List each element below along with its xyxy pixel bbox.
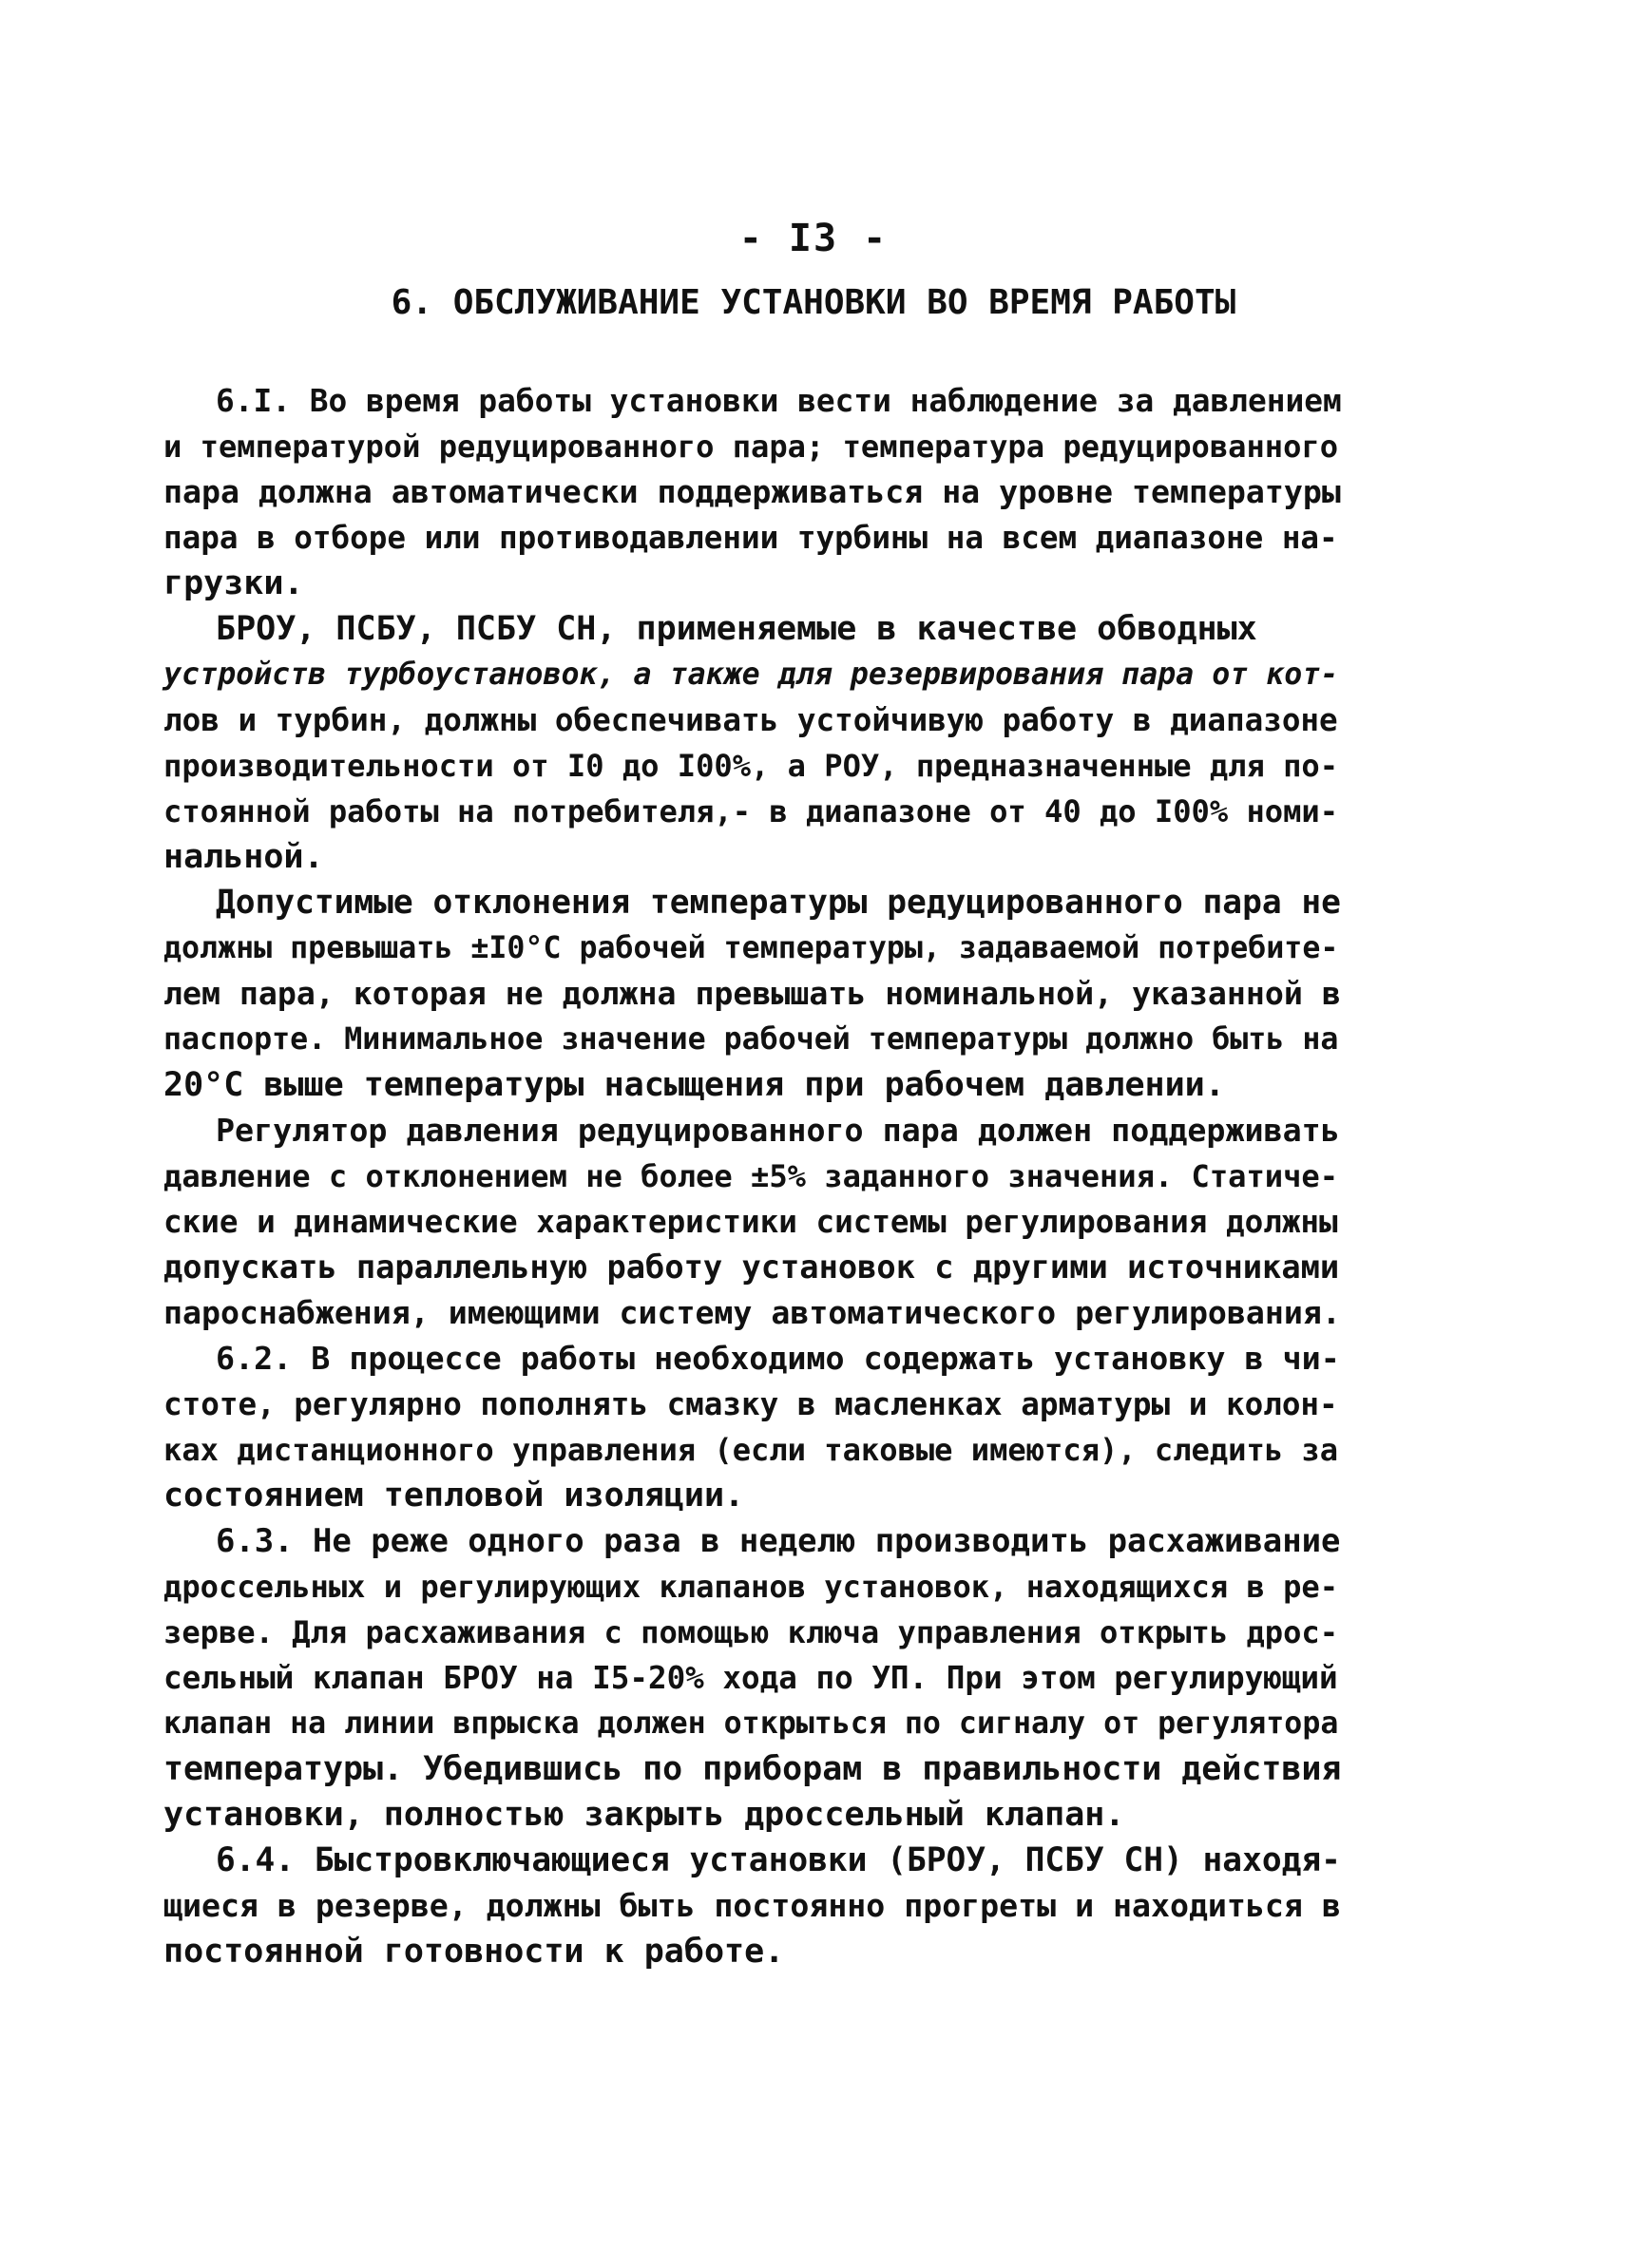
- text-line: установки, полностью закрыть дроссельный клапан.: [163, 1796, 1125, 1834]
- text-line: 20°С выше температуры насыщения при рабочем давлении.: [163, 1066, 1225, 1104]
- text-line: ках дистанционного управления (если таковые имеются), следить за: [163, 1432, 1339, 1468]
- text-line: 6.2. В процессе работы необходимо содержать установку в чи-: [216, 1340, 1340, 1377]
- text-line: грузки.: [163, 564, 304, 602]
- text-line: нальной.: [163, 838, 324, 876]
- text-line: и температурой редуцированного пара; температура редуцированного: [163, 429, 1339, 465]
- text-line: производительности от I0 до I00%, а РОУ, предназначенные для по-: [163, 748, 1339, 784]
- text-line: пара в отборе или противодавлении турбины на всем диапазоне на-: [163, 520, 1338, 556]
- text-line: Регулятор давления редуцированного пара должен поддерживать: [216, 1112, 1340, 1149]
- text-line: 6.I. Во время работы установки вести наблюдение за давлением: [216, 383, 1342, 419]
- text-line: БРОУ, ПСБУ, ПСБУ СН, применяемые в качестве обводных: [216, 610, 1257, 648]
- text-line: устройств турбоустановок, а также для резервирования пара от кот-: [163, 658, 1339, 692]
- text-line: давление с отклонением не более ±5% заданного значения. Статиче-: [163, 1158, 1339, 1194]
- text-line: должны превышать ±I0°C рабочей температуры, задаваемой потребите-: [163, 931, 1339, 965]
- text-line: дроссельных и регулирующих клапанов установок, находящихся в ре-: [163, 1569, 1339, 1605]
- text-line: 6.4. Быстровключающиеся установки (БРОУ, ПСБУ СН) находя-: [216, 1841, 1341, 1879]
- text-line: допускать параллельную работу установок с другими источниками: [163, 1248, 1340, 1286]
- text-line: ские и динамические характеристики системы регулирования должны: [163, 1204, 1338, 1240]
- text-line: клапан на линии впрыска должен открыться по сигналу от регулятора: [163, 1706, 1339, 1741]
- text-line: зерве. Для расхаживания с помощью ключа управления открыть дрос-: [163, 1614, 1339, 1650]
- text-line: постоянной готовности к работе.: [163, 1933, 785, 1971]
- text-line: состоянием тепловой изоляции.: [163, 1477, 745, 1515]
- text-line: сельный клапан БРОУ на I5-20% хода по УП. При этом регулирующий: [163, 1660, 1338, 1696]
- text-line: паспорте. Минимальное значение рабочей температуры должно быть на: [163, 1022, 1339, 1057]
- section-title: 6. ОБСЛУЖИВАНИЕ УСТАНОВКИ ВО ВРЕМЯ РАБОТЫ: [391, 283, 1236, 322]
- page-number: - I3 -: [738, 217, 889, 260]
- text-line: стоянной работы на потребителя,- в диапазоне от 40 до I00% номи-: [163, 793, 1339, 829]
- text-line: стоте, регулярно пополнять смазку в масленках арматуры и колон-: [163, 1386, 1338, 1422]
- text-line: щиеся в резерве, должны быть постоянно прогреты и находиться в: [163, 1887, 1341, 1924]
- text-line: лов и турбин, должны обеспечивать устойчивую работу в диапазоне: [163, 702, 1338, 738]
- text-line: температуры. Убедившись по приборам в правильности действия: [163, 1750, 1342, 1788]
- text-line: пара должна автоматически поддерживаться на уровне температуры: [163, 473, 1341, 510]
- text-line: пароснабжения, имеющими систему автоматического регулирования.: [163, 1294, 1341, 1331]
- body-text: [163, 378, 1342, 1974]
- text-line: лем пара, которая не должна превышать номинальной, указанной в: [163, 975, 1341, 1012]
- text-line: Допустимые отклонения температуры редуцированного пара не: [216, 884, 1341, 922]
- text-line: 6.3. Не реже одного раза в неделю производить расхаживание: [216, 1522, 1341, 1559]
